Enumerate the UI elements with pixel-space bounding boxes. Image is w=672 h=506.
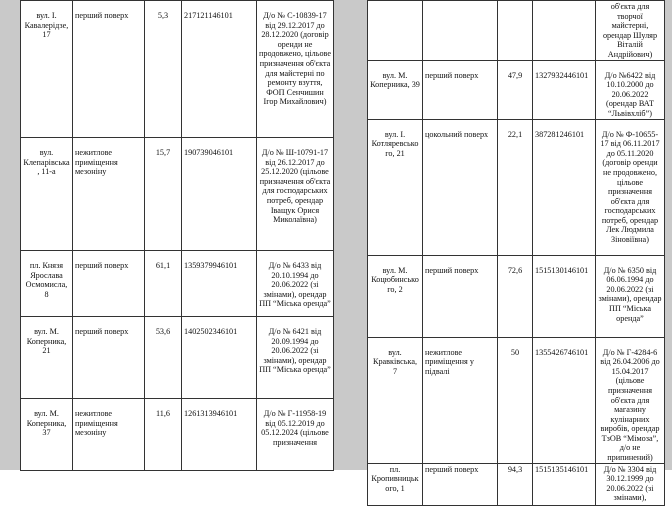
address-cell: вул. М. Коперника, 21 bbox=[21, 317, 73, 399]
code-cell: 1515135146101 bbox=[533, 463, 596, 505]
address-cell: вул. І. Кавалерідзе, 17 bbox=[21, 1, 73, 138]
code-cell: 190739046101 bbox=[182, 138, 257, 251]
document-cell: Д/о № Г-11958-19 від 05.12.2019 до 05.12.2024 (цільове призначення bbox=[257, 399, 334, 471]
address-cell: вул. М. Коперника, 37 bbox=[21, 399, 73, 471]
area-cell: 22,1 bbox=[498, 119, 533, 255]
document-cell: Д/о № Ш-10791-17 від 26.12.2017 до 25.12.2020 (цільове призначення об'єкта для господарських потреб, орендар Іващук Орися Миколаївна) bbox=[257, 138, 334, 251]
code-cell bbox=[533, 1, 596, 61]
table-row bbox=[21, 251, 334, 317]
floor-cell: перший поверх bbox=[73, 317, 145, 399]
document-cell: Д/о № 3304 від 30.12.1999 до 20.06.2022 (зі змінами), bbox=[596, 463, 665, 505]
document-cell: Д/о № 6350 від 06.06.1994 до 20.06.2022 (зі змінами), орендар ПП “Міська оренда” bbox=[596, 255, 665, 337]
area-cell: 72,6 bbox=[498, 255, 533, 337]
area-cell: 61,1 bbox=[145, 251, 182, 317]
code-cell: 1359379946101 bbox=[182, 251, 257, 317]
document-cell: Д/о № Г-4284-6 від 26.04.2006 до 15.04.2017 (цільове призначення об'єкта для магазину кулінарних виробів, орендар ТзОВ “Мімоза”, д/о не припинений) bbox=[596, 337, 665, 463]
code-cell: 387281246101 bbox=[533, 119, 596, 255]
floor-cell: нежитлове приміщення у підвалі bbox=[423, 337, 498, 463]
floor-cell bbox=[423, 1, 498, 61]
area-cell: 94,3 bbox=[498, 463, 533, 505]
code-cell: 1515130146101 bbox=[533, 255, 596, 337]
document-cell: Д/о № Ф-10655-17 від 06.11.2017 до 05.11.2020 (договір оренди не продовжено, цільове призначення об'єкта для господарських потреб, орендар Лек Людмила Зіновіївна) bbox=[596, 119, 665, 255]
area-cell: 15,7 bbox=[145, 138, 182, 251]
right-page-table bbox=[367, 0, 665, 506]
area-cell: 47,9 bbox=[498, 60, 533, 119]
address-cell: вул. М. Коцюбинського, 2 bbox=[368, 255, 423, 337]
page-gutter-middle bbox=[333, 0, 367, 470]
floor-cell: нежитлове приміщення мезоніну bbox=[73, 138, 145, 251]
table-row bbox=[21, 317, 334, 399]
floor-cell: перший поверх bbox=[423, 60, 498, 119]
table-row bbox=[368, 1, 665, 61]
address-cell: вул. М. Коперника, 39 bbox=[368, 60, 423, 119]
table-row bbox=[21, 138, 334, 251]
document-cell: об'єкта для творчої майстерні, орендар Шуляр Віталій Андрійович) bbox=[596, 1, 665, 61]
area-cell: 50 bbox=[498, 337, 533, 463]
address-cell: пл. Кропивницького, 1 bbox=[368, 463, 423, 505]
table-row bbox=[368, 60, 665, 119]
floor-cell: перший поверх bbox=[73, 1, 145, 138]
address-cell: вул. Кравківська, 7 bbox=[368, 337, 423, 463]
code-cell: 1355426746101 bbox=[533, 337, 596, 463]
document-cell: Д/о № 6421 від 20.09.1994 до 20.06.2022 (зі змінами), орендар ПП “Міська оренда” bbox=[257, 317, 334, 399]
address-cell bbox=[368, 1, 423, 61]
table-row bbox=[368, 463, 665, 505]
floor-cell: перший поверх bbox=[423, 255, 498, 337]
area-cell bbox=[498, 1, 533, 61]
code-cell: 1261313946101 bbox=[182, 399, 257, 471]
floor-cell: перший поверх bbox=[73, 251, 145, 317]
code-cell: 217121146101 bbox=[182, 1, 257, 138]
area-cell: 53,6 bbox=[145, 317, 182, 399]
table-row bbox=[21, 1, 334, 138]
table-row bbox=[368, 119, 665, 255]
table-row bbox=[368, 255, 665, 337]
code-cell: 1402502346101 bbox=[182, 317, 257, 399]
area-cell: 11,6 bbox=[145, 399, 182, 471]
address-cell: вул. І. Котляревського, 21 bbox=[368, 119, 423, 255]
document-cell: Д/о № С-10839-17 від 29.12.2017 до 28.12.2020 (договір оренди не продовжено, цільове призначення об'єкта для майстерні по ремонту взуття, ФОП Сенчишин Ігор Михайлович) bbox=[257, 1, 334, 138]
table-row bbox=[21, 399, 334, 471]
floor-cell: нежитлове приміщення мезоніну bbox=[73, 399, 145, 471]
page-gutter-right bbox=[664, 0, 672, 470]
left-page-table bbox=[20, 0, 334, 471]
document-cell: Д/о № 6433 від 20.10.1994 до 20.06.2022 (зі змінами), орендар ПП “Міська оренда” bbox=[257, 251, 334, 317]
address-cell: пл. Князя Ярослава Осмомисла, 8 bbox=[21, 251, 73, 317]
code-cell: 1327932446101 bbox=[533, 60, 596, 119]
table-row bbox=[368, 337, 665, 463]
document-cell: Д/о №6422 від 10.10.2000 до 20.06.2022 (орендар ВАТ “Львівхліб”) bbox=[596, 60, 665, 119]
page-gutter-left bbox=[0, 0, 20, 470]
floor-cell: перший поверх bbox=[423, 463, 498, 505]
area-cell: 5,3 bbox=[145, 1, 182, 138]
address-cell: вул. Клепарівська, 11-а bbox=[21, 138, 73, 251]
floor-cell: цокольний поверх bbox=[423, 119, 498, 255]
